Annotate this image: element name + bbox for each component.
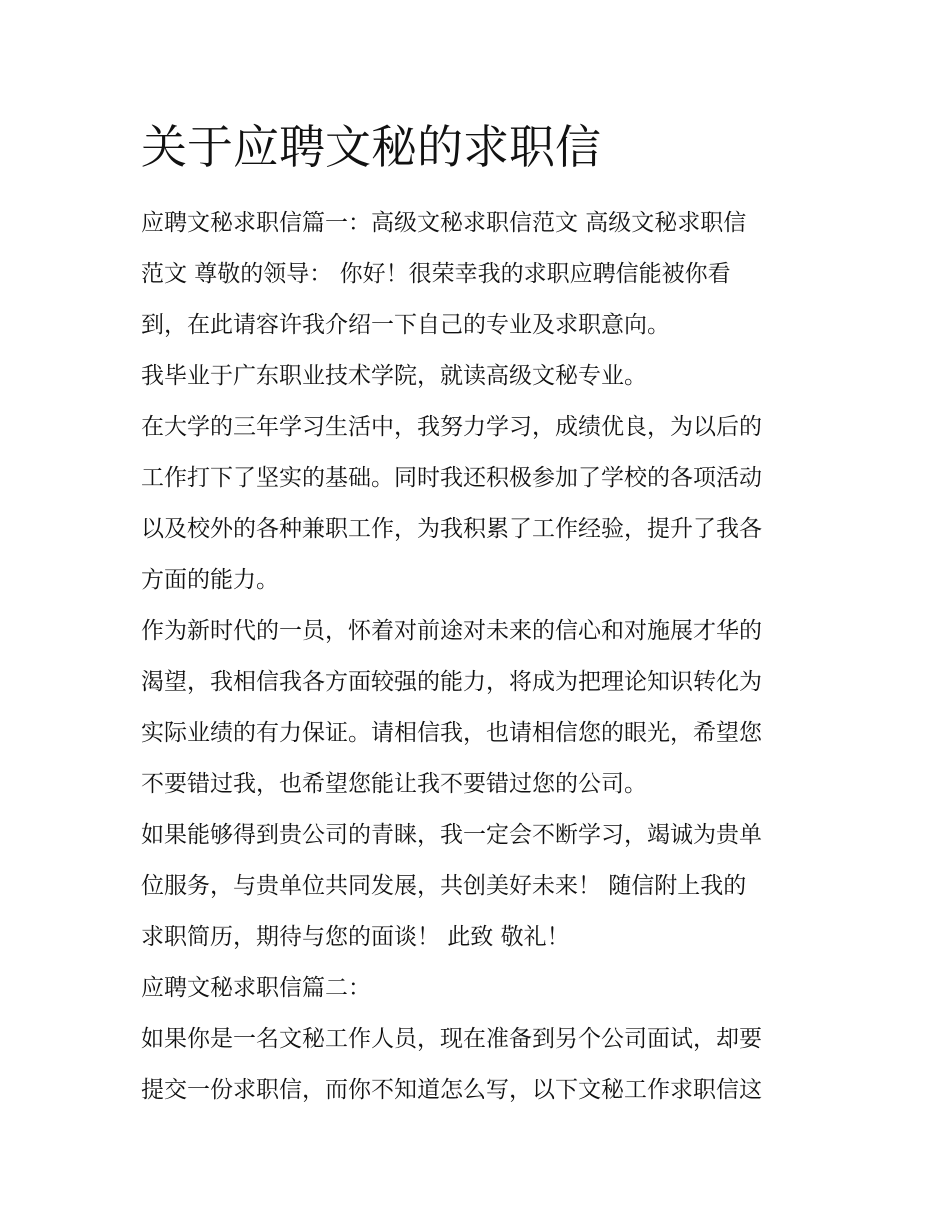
text-line: 方面的能力。 <box>141 567 279 593</box>
text-line: 以及校外的各种兼职工作，为我积累了工作经验，提升了我各 <box>141 516 762 542</box>
text-line: 在大学的三年学习生活中，我努力学习，成绩优良，为以后的 <box>141 414 762 440</box>
text-line: 如果能够得到贵公司的青睐，我一定会不断学习，竭诚为贵单 <box>141 822 762 848</box>
text-line: 如果你是一名文秘工作人员，现在准备到另个公司面试，却要 <box>141 1026 762 1052</box>
text-line: 位服务，与贵单位共同发展，共创美好未来！ 随信附上我的 <box>141 873 747 899</box>
text-line: 作为新时代的一员，怀着对前途对未来的信心和对施展才华的 <box>141 618 762 644</box>
document-title: 关于应聘文秘的求职信 <box>141 120 601 174</box>
text-line: 实际业绩的有力保证。请相信我，也请相信您的眼光，希望您 <box>141 720 762 746</box>
text-line: 工作打下了坚实的基础。同时我还积极参加了学校的各项活动 <box>141 465 762 491</box>
document-body <box>141 198 813 1116</box>
text-line: 应聘文秘求职信篇二： <box>141 975 371 1001</box>
text-line: 求职简历，期待与您的面谈！ 此致 敬礼！ <box>141 924 570 950</box>
text-line: 不要错过我，也希望您能让我不要错过您的公司。 <box>141 771 647 797</box>
text-line: 应聘文秘求职信篇一：高级文秘求职信范文 高级文秘求职信 <box>141 210 747 236</box>
text-line: 范文 尊敬的领导： 你好！很荣幸我的求职应聘信能被你看 <box>141 261 731 287</box>
text-line: 我毕业于广东职业技术学院，就读高级文秘专业。 <box>141 363 647 389</box>
text-line: 提交一份求职信，而你不知道怎么写，以下文秘工作求职信这 <box>141 1077 762 1103</box>
text-line: 到，在此请容许我介绍一下自己的专业及求职意向。 <box>141 312 670 338</box>
text-line: 渴望，我相信我各方面较强的能力，将成为把理论知识转化为 <box>141 669 762 695</box>
